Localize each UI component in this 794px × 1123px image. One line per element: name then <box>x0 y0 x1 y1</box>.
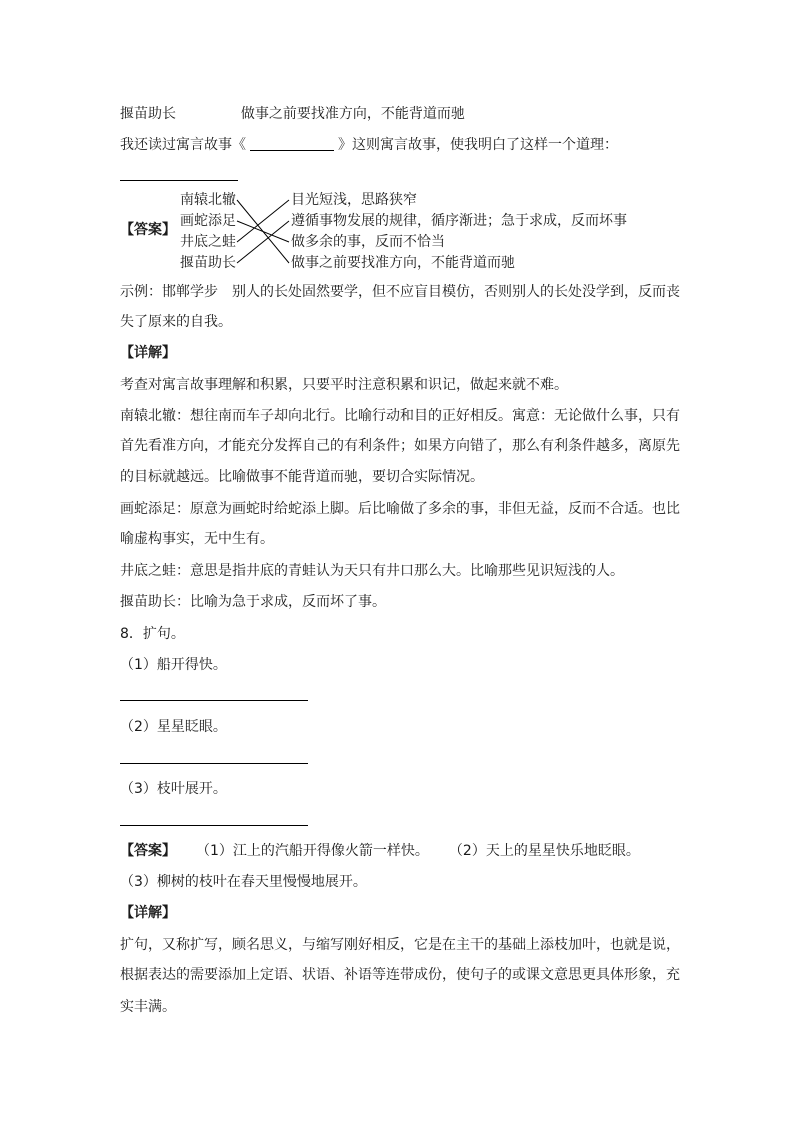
match-left-4: 揠苗助长 <box>180 255 236 271</box>
question-8-item-3: （3）枝叶展开。 <box>120 781 227 797</box>
detail-label-2: 【详解】 <box>120 905 176 921</box>
detail1-line-5: 画蛇添足：原意为画蛇时给蛇添上脚。后比喻做了多余的事，非但无益，反而不合适。也比 <box>120 501 680 517</box>
matching-lines <box>0 0 794 300</box>
question-8-item-2: （2）星星眨眼。 <box>120 719 227 735</box>
answer-2-row <box>120 842 640 860</box>
answer-line-1[interactable] <box>120 700 308 701</box>
detail-label-1: 【详解】 <box>120 345 176 361</box>
sentence-prefix: 我还读过寓言故事《 <box>120 137 246 153</box>
answer-label-2: 【答案】 <box>120 843 176 859</box>
answer-2-item-2: （2）天上的星星快乐地眨眼。 <box>448 843 640 859</box>
answer-2-item-3: （3）柳树的枝叶在春天里慢慢地展开。 <box>120 874 367 890</box>
detail1-line-6: 喻虚构事实，无中生有。 <box>120 531 274 547</box>
match-right-2: 遵循事物发展的规律，循序渐进；急于求成，反而坏事 <box>291 213 627 229</box>
question-8-item-1: （1）船开得快。 <box>120 657 227 673</box>
question-8-title: 8．扩句。 <box>120 626 185 642</box>
detail1-line-4: 的目标就越远。比喻做事不能背道而驰，要切合实际情况。 <box>120 469 484 485</box>
example-line-2: 失了原来的自我。 <box>120 314 232 330</box>
match-left-2: 画蛇添足 <box>180 213 236 229</box>
detail1-line-1: 考查对寓言故事理解和积累，只要平时注意积累和识记，做起来就不难。 <box>120 377 568 393</box>
sentence-suffix: 》这则寓言故事，使我明白了这样一个道理： <box>338 137 618 153</box>
meaning-label: 做事之前要找准方向，不能背道而驰 <box>240 106 465 122</box>
match-line-4 <box>237 221 289 263</box>
detail1-line-7: 井底之蛙：意思是指井底的青蛙认为天只有井口那么大。比喻那些见识短浅的人。 <box>120 563 624 579</box>
detail2-line-1: 扩句，又称扩写，顾名思义，与缩写刚好相反，它是在主干的基础上添枝加叶，也就是说， <box>120 937 680 953</box>
answer-2-item-1: （1）江上的汽船开得像火箭一样快。 <box>196 843 429 859</box>
match-right-4: 做事之前要找准方向，不能背道而驰 <box>291 255 515 271</box>
match-left-1: 南辕北辙 <box>180 192 236 208</box>
answer-line-3[interactable] <box>120 825 308 826</box>
detail1-line-8: 揠苗助长：比喻为急于求成，反而坏了事。 <box>120 594 386 610</box>
match-line-2 <box>237 221 289 242</box>
detail2-line-3: 实丰满。 <box>120 999 176 1015</box>
answer-line-2[interactable] <box>120 763 308 764</box>
match-line-3 <box>237 200 289 242</box>
answer-label: 【答案】 <box>120 222 176 238</box>
detail2-line-2: 根据表达的需要添加上定语、状语、补语等连带成份，使句子的或课文意思更具体形象，充 <box>120 967 680 983</box>
match-right-1: 目光短浅，思路狭窄 <box>291 192 417 208</box>
detail1-line-2: 南辕北辙：想往南而车子却向北行。比喻行动和目的正好相反。寓意：无论做什么事，只有 <box>120 408 680 424</box>
idiom-label: 揠苗助长 <box>120 106 176 122</box>
match-left-3: 井底之蛙 <box>180 234 236 250</box>
example-line-1: 示例：邯郸学步 别人的长处固然要学，但不应盲目模仿，否则别人的长处没学到，反而丧 <box>120 284 680 300</box>
detail1-line-3: 首先看准方向，才能充分发挥自己的有利条件；如果方向错了，那么有利条件越多，离原先 <box>120 438 680 454</box>
match-right-3: 做多余的事，反而不恰当 <box>291 234 445 250</box>
